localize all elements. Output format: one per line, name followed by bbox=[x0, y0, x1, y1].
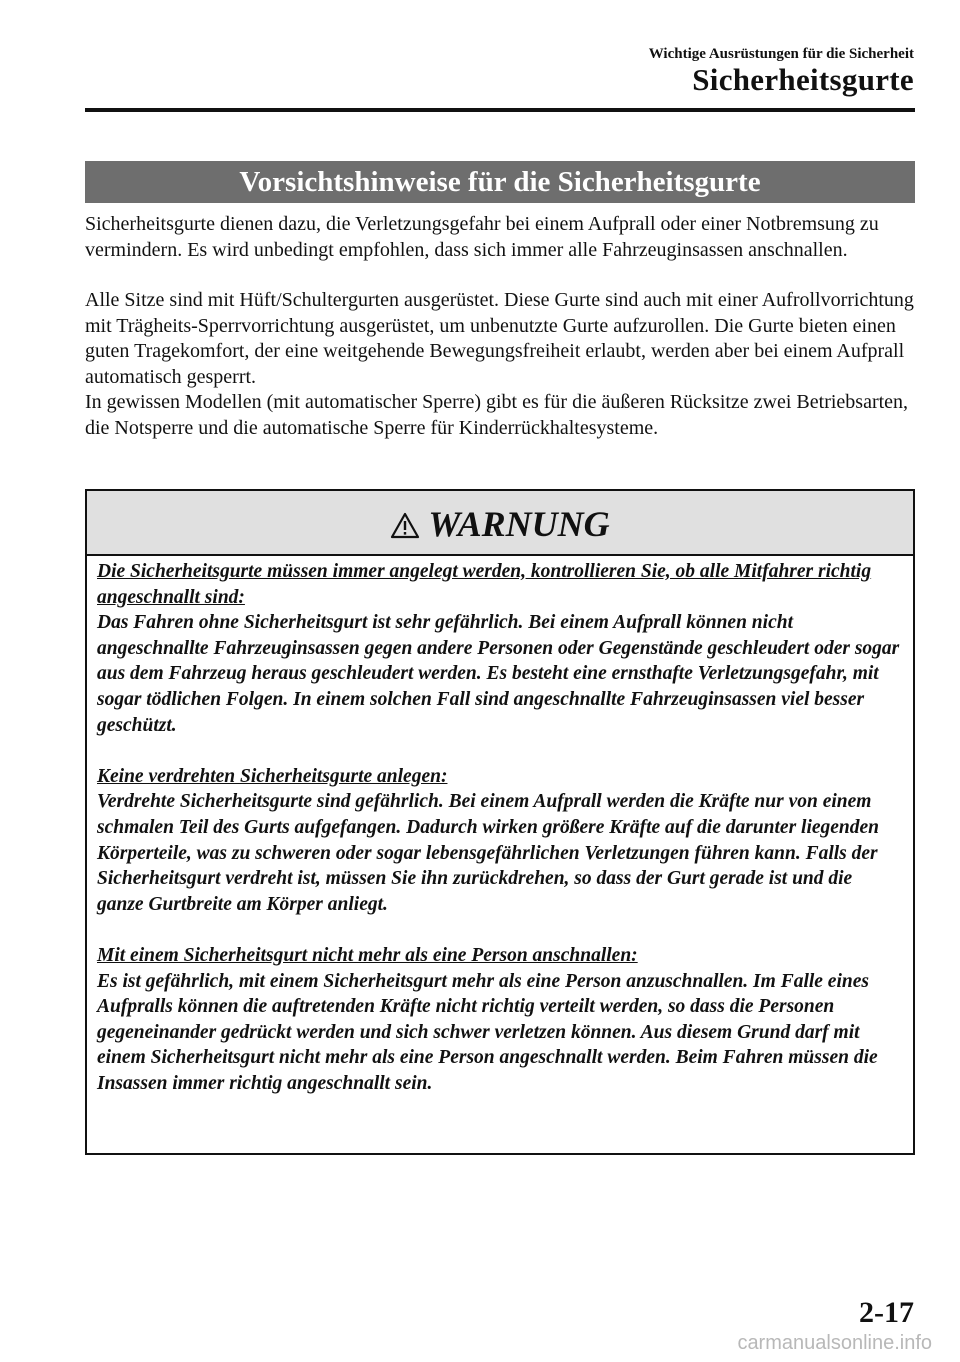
warning-item-text: Es ist gefährlich, mit einem Sicherheitsgurt mehr als eine Person anzuschnallen. Im Falle eines Aufpralls können die auftretenden Kräfte nicht richtig verteilt werden, so dass die Personen gegeneinander gedrückt werden und sich schwer verletzen können. Aus diesem Grund darf mit einem Sicherheitsgurt nicht mehr als eine Person angeschnallt werden. Beim Fahren müssen die Insassen immer richtig angeschnallt sein. bbox=[97, 970, 878, 1094]
intro-paragraph-3: In gewissen Modellen (mit automatischer Sperre) gibt es für die äußeren Rücksitze zwei Betriebsarten, die Notsperre und die automatische Sperre für Kinderrückhaltesysteme. bbox=[85, 391, 909, 439]
warning-item-text: Das Fahren ohne Sicherheitsgurt ist sehr gefährlich. Bei einem Aufprall können nicht angeschnallte Fahrzeuginsassen gegen andere Personen oder Gegenstände geschleudert oder sogar aus dem Fahrzeug heraus geschleudert werden. Es besteht eine ernsthafte Verletzungsgefahr, mit sogar tödlichen Folgen. In einem solchen Fall sind angeschnallte Fahrzeuginsassen viel besser geschützt. bbox=[97, 612, 900, 736]
intro-paragraph-2: Alle Sitze sind mit Hüft/Schultergurten ausgerüstet. Diese Gurte sind auch mit einer Aufrollvorrichtung mit Trägheits-Sperrvorrichtung ausgerüstet, um unbenutzte Gurte aufzurollen. Die Gurte bieten einen guten Tragekomfort, der eine weitgehende Bewegungsfreiheit erlaubt, werden aber bei einem Aufprall automatisch gesperrt. bbox=[85, 289, 914, 388]
warning-item-text: Verdrehte Sicherheitsgurte sind gefährlich. Bei einem Aufprall werden die Kräfte nur von einem schmalen Teil des Gurts aufgefangen. Dadurch wirken größere Kräfte auf die darunter liegenden Körperteile, was zu schweren oder sogar lebensgefährlichen Verletzungen führen kann. Falls der Sicherheitsgurt verdreht ist, müssen Sie ihn zurückdrehen, so dass der Gurt gerade ist und die ganze Gurtbreite am Körper anliegt. bbox=[97, 791, 880, 915]
warning-item bbox=[97, 943, 901, 1097]
warning-box bbox=[85, 489, 915, 1155]
header-divider bbox=[85, 108, 915, 112]
warning-header bbox=[87, 491, 913, 556]
warning-triangle-icon bbox=[390, 512, 420, 539]
warning-item-heading: Keine verdrehten Sicherheitsgurte anlegen: bbox=[97, 765, 448, 787]
page-title: Sicherheitsgurte bbox=[692, 62, 914, 97]
warning-item-heading: Die Sicherheitsgurte müssen immer angelegt werden, kontrollieren Sie, ob alle Mitfahrer richtig angeschnallt sind: bbox=[97, 561, 872, 608]
page-number: 2-17 bbox=[859, 1296, 914, 1329]
warning-label: WARNUNG bbox=[428, 504, 610, 544]
warning-item bbox=[97, 764, 901, 918]
intro-text bbox=[85, 212, 920, 441]
warning-item bbox=[97, 559, 901, 738]
warning-item-heading: Mit einem Sicherheitsgurt nicht mehr als eine Person anschnallen: bbox=[97, 944, 638, 966]
watermark: carmanualsonline.info bbox=[737, 1332, 932, 1354]
intro-paragraph-1: Sicherheitsgurte dienen dazu, die Verletzungsgefahr bei einem Aufprall oder einer Notbremsung zu vermindern. Es wird unbedingt empfohlen, dass sich immer alle Fahrzeuginsassen anschnallen. bbox=[85, 213, 879, 261]
warning-body bbox=[87, 556, 913, 1096]
chapter-title: Wichtige Ausrüstungen für die Sicherheit bbox=[648, 46, 914, 62]
section-heading: Vorsichtshinweise für die Sicherheitsgurte bbox=[85, 161, 915, 203]
